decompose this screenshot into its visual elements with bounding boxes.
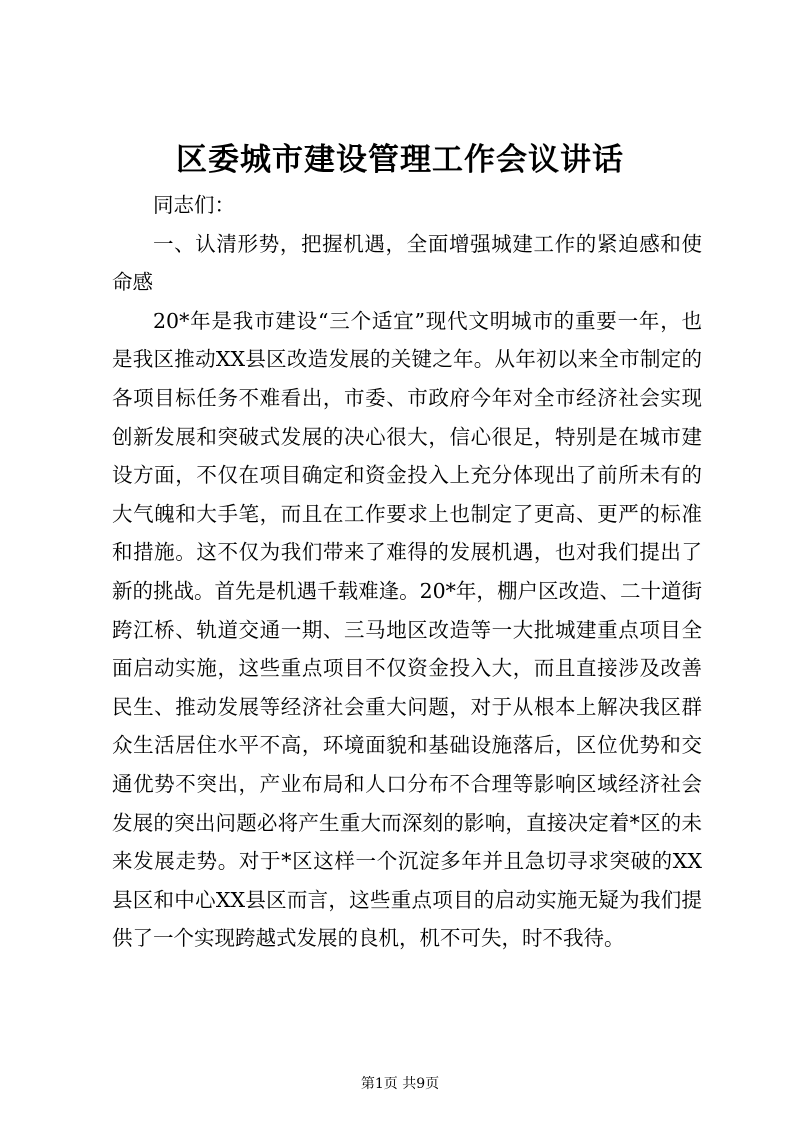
- body-paragraph: 20*年是我市建设“三个适宜”现代文明城市的重要一年，也是我区推动XX县区改造发展的关键之年。从年初以来全市制定的各项目标任务不难看出，市委、市政府今年对全市经济社会实现创新发展和突破式发展的决心很大，信心很足，特别是在城市建设方面，不仅在项目确定和资金投入上充分体现出了前所未有的大气魄和大手笔，而且在工作要求上也制定了更高、更严的标准和措施。这不仅为我们带来了难得的发展机遇，也对我们提出了新的挑战。首先是机遇千载难逢。20*年，棚户区改造、二十道街跨江桥、轨道交通一期、三马地区改造等一大批城建重点项目全面启动实施，这些重点项目不仅资金投入大，而且直接涉及改善民生、推动发展等经济社会重大问题，对于从根本上解决我区群众生活居住水平不高，环境面貌和基础设施落后，区位优势和交通优势不突出，产业布局和人口分布不合理等影响区域经济社会发展的突出问题必将产生重大而深刻的影响，直接决定着*区的未来发展走势。对于*区这样一个沉淀多年并且急切寻求突破的XX县区和中心XX县区而言，这些重点项目的启动实施无疑为我们提供了一个实现跨越式发展的良机，机不可失，时不我待。: [112, 308, 702, 951]
- greeting: 同志们：: [153, 193, 235, 217]
- page-footer: 第1页 共9页: [360, 1076, 440, 1092]
- section-heading: 一、认清形势，把握机遇，全面增强城建工作的紧迫感和使命感: [112, 231, 702, 295]
- document-title: 区委城市建设管理工作会议讲话: [176, 142, 624, 178]
- document-body: [112, 186, 702, 958]
